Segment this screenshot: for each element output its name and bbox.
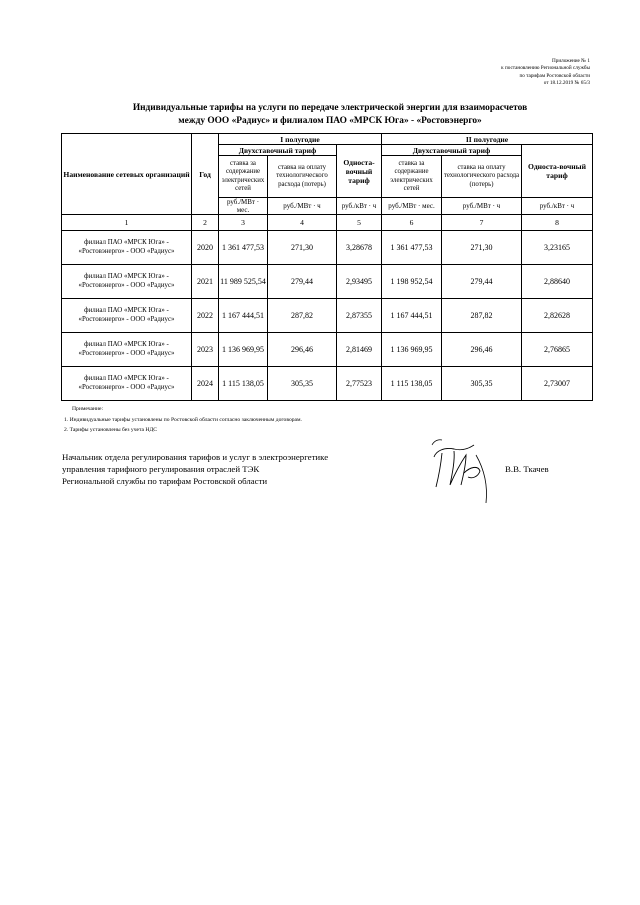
value-cell: 1 167 444,51 — [219, 299, 268, 333]
unit-cell: руб./МВт · мес. — [382, 198, 442, 215]
header-two-part-1: Двухставочный тариф — [219, 145, 337, 156]
column-number: 2 — [192, 215, 219, 231]
org-cell: филиал ПАО «МРСК Юга» - «Ростовэнерго» - ООО «Радиус» — [62, 265, 192, 299]
value-cell: 296,46 — [268, 333, 337, 367]
header-rate-losses-1: ставка на оплату технологического расхода (потерь) — [268, 156, 337, 198]
appendix-line: от 18.12.2019 № 65/3 — [543, 80, 590, 87]
appendix-line: Приложение № 1 — [552, 58, 590, 64]
unit-cell: руб./кВт · ч — [522, 198, 593, 215]
table-row — [62, 265, 593, 299]
handwritten-signature — [428, 433, 496, 505]
column-number: 3 — [219, 215, 268, 231]
year-cell: 2021 — [192, 265, 219, 299]
value-cell: 271,30 — [442, 231, 522, 265]
header-two-part-2: Двухставочный тариф — [382, 145, 522, 156]
org-cell: филиал ПАО «МРСК Юга» - «Ростовэнерго» - ООО «Радиус» — [62, 299, 192, 333]
table-row — [62, 299, 593, 333]
header-org: Наименование сетевых организаций — [62, 134, 192, 215]
value-cell: 305,35 — [268, 367, 337, 401]
header-rate-maintenance-1: ставка за содержание электрических сетей — [219, 156, 268, 198]
value-cell: 287,82 — [268, 299, 337, 333]
title-line-1: Индивидуальные тарифы на услуги по передаче электрической энергии для взаиморасчетов — [132, 103, 528, 113]
header-half-1: I полугодие — [219, 134, 382, 145]
unit-cell: руб./МВт · ч — [442, 198, 522, 215]
header-half-2: II полугодие — [382, 134, 593, 145]
header-rate-losses-2: ставка на оплату технологического расхода (потерь) — [442, 156, 522, 198]
value-cell: 2,73007 — [522, 367, 593, 401]
header-one-part-1: Односта-вочный тариф — [337, 145, 382, 198]
column-number: 1 — [62, 215, 192, 231]
year-cell: 2020 — [192, 231, 219, 265]
value-cell: 2,93495 — [337, 265, 382, 299]
column-number: 4 — [268, 215, 337, 231]
value-cell: 3,23165 — [522, 231, 593, 265]
value-cell: 271,30 — [268, 231, 337, 265]
notes-section — [64, 404, 302, 436]
appendix-reference — [420, 58, 590, 88]
title-line-2: между ООО «Радиус» и филиалом ПАО «МРСК Юга» - «Ростовэнерго» — [178, 115, 482, 126]
value-cell: 1 136 969,95 — [382, 333, 442, 367]
header-rate-maintenance-2: ставка за содержание электрических сетей — [382, 156, 442, 198]
value-cell: 1 361 477,53 — [219, 231, 268, 265]
column-number: 7 — [442, 215, 522, 231]
table-row — [62, 367, 593, 401]
note-1: 1. Индивидуальные тарифы установлены по Ростовской области согласно заключенным договорам. — [64, 416, 302, 423]
value-cell: 2,87355 — [337, 299, 382, 333]
header-one-part-2: Односта-вочный тариф — [522, 145, 593, 198]
value-cell: 305,35 — [442, 367, 522, 401]
position-line-3: Региональной службы по тарифам Ростовской области — [62, 476, 268, 487]
unit-cell: руб./МВт · мес. — [219, 198, 268, 215]
position-line-1: Начальник отдела регулирования тарифов и услуг в электроэнергетике — [62, 452, 329, 462]
value-cell: 2,88640 — [522, 265, 593, 299]
value-cell: 3,28678 — [337, 231, 382, 265]
position-line-2: управления тарифного регулирования отраслей ТЭК — [62, 464, 260, 475]
year-cell: 2024 — [192, 367, 219, 401]
year-cell: 2023 — [192, 333, 219, 367]
value-cell: 11 989 525,54 — [219, 265, 268, 299]
unit-cell: руб./МВт · ч — [268, 198, 337, 215]
note-2: 2. Тарифы установлены без учета НДС — [64, 427, 157, 433]
value-cell: 1 167 444,51 — [382, 299, 442, 333]
table-row — [62, 333, 593, 367]
value-cell: 1 198 952,54 — [382, 265, 442, 299]
signatory-name: В.В. Ткачев — [505, 464, 549, 474]
value-cell: 2,82628 — [522, 299, 593, 333]
value-cell: 1 115 138,05 — [382, 367, 442, 401]
value-cell: 279,44 — [442, 265, 522, 299]
value-cell: 1 136 969,95 — [219, 333, 268, 367]
value-cell: 2,76865 — [522, 333, 593, 367]
value-cell: 1 115 138,05 — [219, 367, 268, 401]
value-cell: 279,44 — [268, 265, 337, 299]
org-cell: филиал ПАО «МРСК Юга» - «Ростовэнерго» - ООО «Радиус» — [62, 231, 192, 265]
appendix-line: к постановлению Региональной службы — [501, 65, 590, 72]
table-row — [62, 231, 593, 265]
document-title — [60, 102, 600, 127]
value-cell: 1 361 477,53 — [382, 231, 442, 265]
header-year: Год — [192, 134, 219, 215]
column-number: 6 — [382, 215, 442, 231]
notes-heading: Примечание: — [72, 406, 104, 412]
org-cell: филиал ПАО «МРСК Юга» - «Ростовэнерго» - ООО «Радиус» — [62, 367, 192, 401]
value-cell: 2,77523 — [337, 367, 382, 401]
org-cell: филиал ПАО «МРСК Юга» - «Ростовэнерго» - ООО «Радиус» — [62, 333, 192, 367]
appendix-line: по тарифам Ростовской области — [519, 72, 590, 79]
column-number: 8 — [522, 215, 593, 231]
signatory-position — [62, 451, 328, 488]
value-cell: 287,82 — [442, 299, 522, 333]
unit-cell: руб./кВт · ч — [337, 198, 382, 215]
year-cell: 2022 — [192, 299, 219, 333]
tariff-table — [61, 133, 593, 401]
column-number: 5 — [337, 215, 382, 231]
value-cell: 2,81469 — [337, 333, 382, 367]
value-cell: 296,46 — [442, 333, 522, 367]
